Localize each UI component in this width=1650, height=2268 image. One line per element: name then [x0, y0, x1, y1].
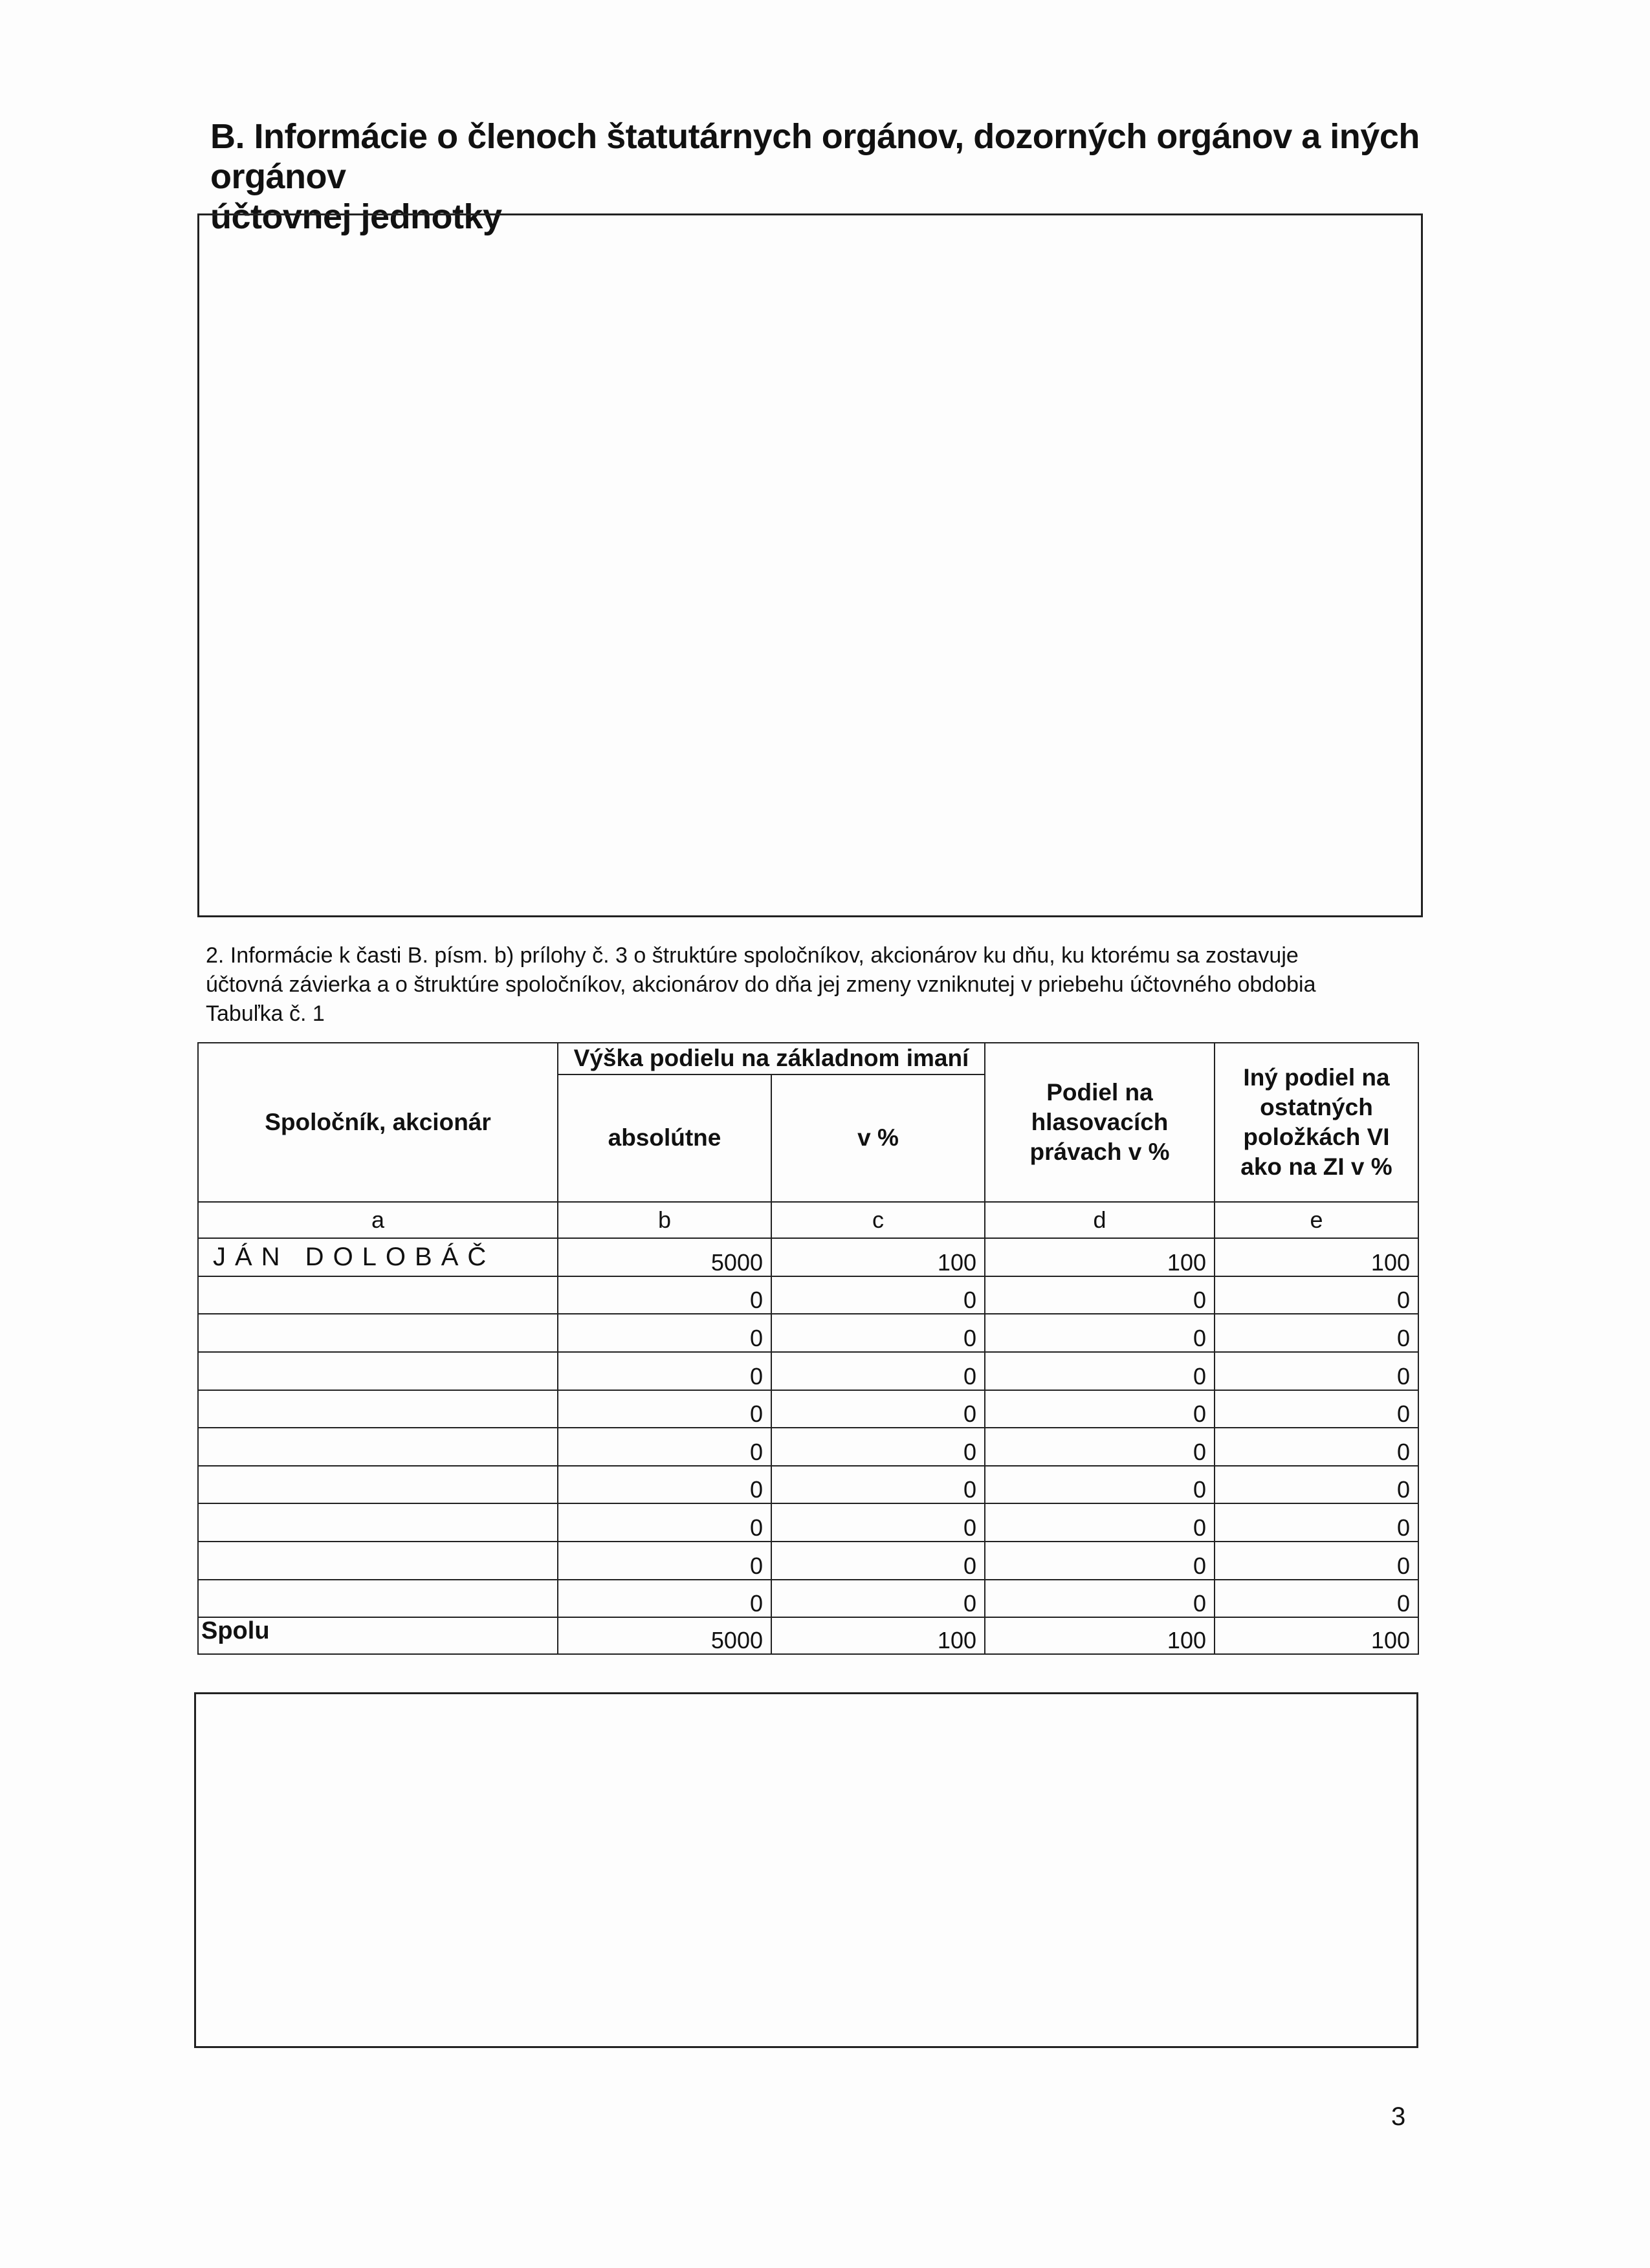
- letter-b: b: [558, 1202, 771, 1239]
- section-heading-line-1: B. Informácie o členoch štatutárnych orgánov, dozorných orgánov a iných orgánov: [210, 117, 1420, 196]
- letter-e: e: [1215, 1202, 1418, 1239]
- cell-percent: 100: [771, 1238, 985, 1276]
- cell-absolute: 5000: [558, 1238, 771, 1276]
- header-row-1: [198, 1043, 1418, 1074]
- cell-absolute: 0: [558, 1428, 771, 1466]
- letter-row: [198, 1202, 1418, 1239]
- cell-voting: 0: [985, 1314, 1215, 1352]
- cell-percent: 0: [771, 1390, 985, 1428]
- cell-name: [198, 1580, 558, 1618]
- table-caption: Tabuľka č. 1: [206, 1001, 325, 1026]
- statutory-bodies-box: [197, 213, 1423, 917]
- cell-voting: 0: [985, 1276, 1215, 1314]
- cell-name: [198, 1503, 558, 1542]
- cell-voting: 100: [985, 1238, 1215, 1276]
- cell-percent: 0: [771, 1352, 985, 1390]
- cell-voting: 0: [985, 1390, 1215, 1428]
- total-row: [198, 1617, 1418, 1654]
- cell-name: [198, 1466, 558, 1504]
- total-other: 100: [1215, 1617, 1418, 1654]
- intro-line-2: účtovná závierka a o štruktúre spoločníkov, akcionárov do dňa jej zmeny vzniknutej v priebehu účtovného obdobia: [206, 972, 1316, 997]
- cell-voting: 0: [985, 1542, 1215, 1580]
- total-percent: 100: [771, 1617, 985, 1654]
- table-row: [198, 1390, 1418, 1428]
- cell-percent: 0: [771, 1503, 985, 1542]
- cell-percent: 0: [771, 1466, 985, 1504]
- cell-other: 0: [1215, 1580, 1418, 1618]
- cell-voting: 0: [985, 1503, 1215, 1542]
- cell-name: JÁN DOLOBÁČ: [198, 1238, 558, 1276]
- table-body: [198, 1238, 1418, 1617]
- table-row: [198, 1238, 1418, 1276]
- cell-other: 0: [1215, 1542, 1418, 1580]
- cell-absolute: 0: [558, 1390, 771, 1428]
- cell-name: [198, 1390, 558, 1428]
- cell-voting: 0: [985, 1428, 1215, 1466]
- cell-percent: 0: [771, 1276, 985, 1314]
- header-voting: Podiel na hlasovacích právach v %: [985, 1043, 1215, 1202]
- cell-absolute: 0: [558, 1542, 771, 1580]
- page-number: 3: [1391, 2102, 1406, 2131]
- cell-name: [198, 1428, 558, 1466]
- section-heading-line-2: účtovnej jednotky: [210, 197, 502, 236]
- letter-a: a: [198, 1202, 558, 1239]
- header-absolute: absolútne: [558, 1074, 771, 1202]
- cell-absolute: 0: [558, 1314, 771, 1352]
- cell-voting: 0: [985, 1352, 1215, 1390]
- table-row: [198, 1503, 1418, 1542]
- header-other: Iný podiel na ostatných položkách VI ako na ZI v %: [1215, 1043, 1418, 1202]
- notes-box: [194, 1692, 1418, 2048]
- cell-voting: 0: [985, 1580, 1215, 1618]
- cell-other: 0: [1215, 1466, 1418, 1504]
- table-row: [198, 1428, 1418, 1466]
- cell-absolute: 0: [558, 1503, 771, 1542]
- cell-name: [198, 1542, 558, 1580]
- cell-absolute: 0: [558, 1466, 771, 1504]
- cell-percent: 0: [771, 1580, 985, 1618]
- table-row: [198, 1276, 1418, 1314]
- cell-name: [198, 1276, 558, 1314]
- header-partner: Spoločník, akcionár: [198, 1043, 558, 1202]
- cell-other: 0: [1215, 1314, 1418, 1352]
- intro-text: [206, 941, 1422, 1029]
- cell-absolute: 0: [558, 1276, 771, 1314]
- cell-other: 100: [1215, 1238, 1418, 1276]
- cell-other: 0: [1215, 1428, 1418, 1466]
- cell-percent: 0: [771, 1314, 985, 1352]
- cell-voting: 0: [985, 1466, 1215, 1504]
- table-row: [198, 1580, 1418, 1618]
- table-row: [198, 1542, 1418, 1580]
- total-absolute: 5000: [558, 1617, 771, 1654]
- cell-other: 0: [1215, 1352, 1418, 1390]
- letter-c: c: [771, 1202, 985, 1239]
- cell-other: 0: [1215, 1390, 1418, 1428]
- cell-name: [198, 1352, 558, 1390]
- cell-other: 0: [1215, 1503, 1418, 1542]
- letter-d: d: [985, 1202, 1215, 1239]
- cell-other: 0: [1215, 1276, 1418, 1314]
- shareholders-table: [197, 1042, 1419, 1655]
- total-label: Spolu: [198, 1617, 558, 1654]
- cell-absolute: 0: [558, 1352, 771, 1390]
- intro-line-1: 2. Informácie k časti B. písm. b) prílohy č. 3 o štruktúre spoločníkov, akcionárov ku dňu, ku ktorému sa zostavuje: [206, 943, 1299, 968]
- total-voting: 100: [985, 1617, 1215, 1654]
- cell-percent: 0: [771, 1428, 985, 1466]
- table-row: [198, 1352, 1418, 1390]
- cell-absolute: 0: [558, 1580, 771, 1618]
- header-capital-group: Výška podielu na základnom imaní: [558, 1043, 985, 1074]
- cell-percent: 0: [771, 1542, 985, 1580]
- header-percent: v %: [771, 1074, 985, 1202]
- table-row: [198, 1466, 1418, 1504]
- cell-name: [198, 1314, 558, 1352]
- table-row: [198, 1314, 1418, 1352]
